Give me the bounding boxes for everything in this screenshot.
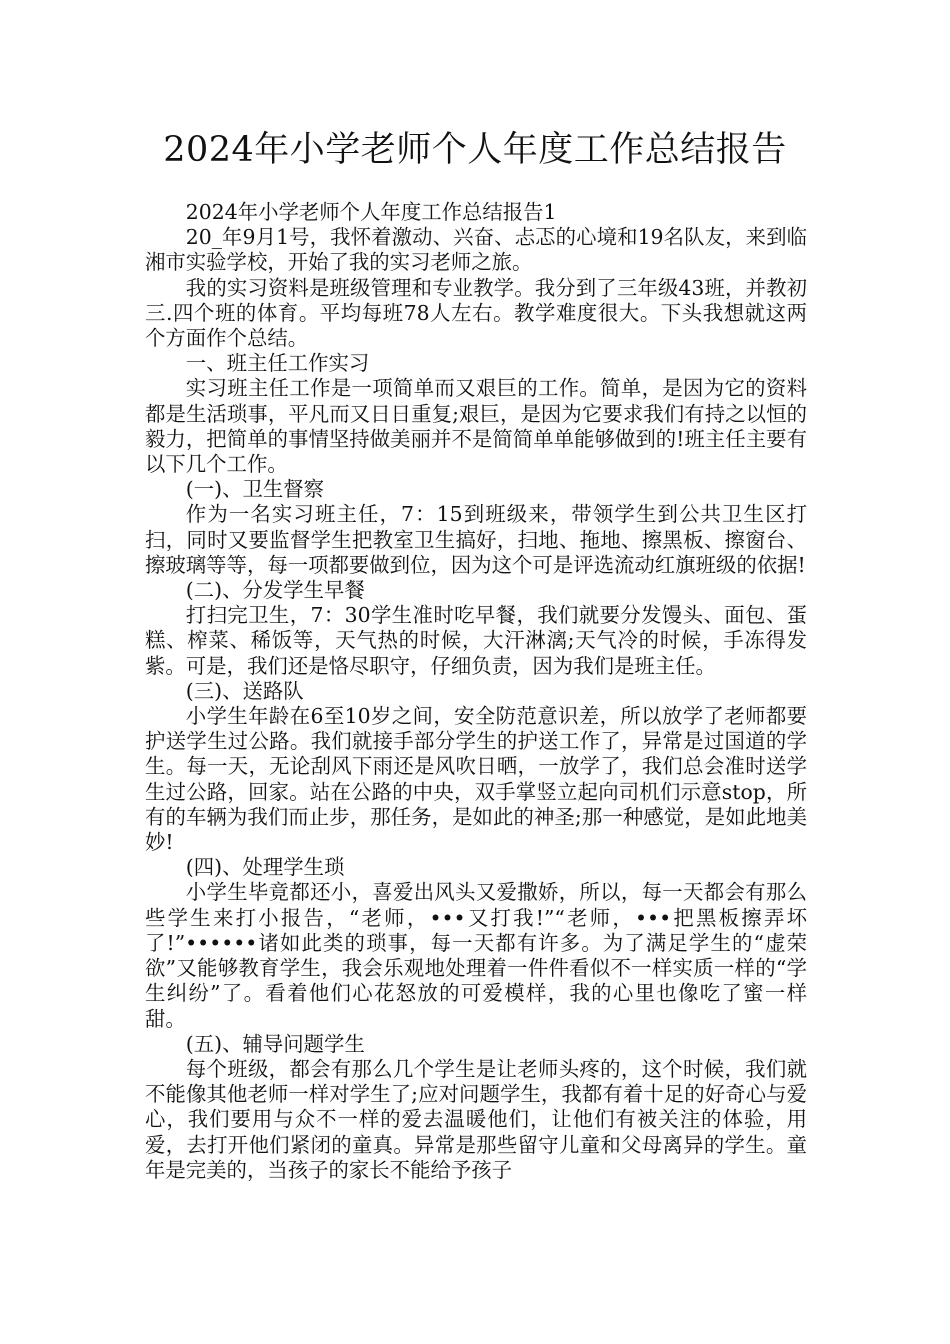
body-paragraph: 打扫完卫生，7：30学生准时吃早餐，我们就要分发馒头、面包、蛋糕、榨菜、稀饭等，天气热的时候，大汗淋漓;天气冷的时候，手冻得发紫。可是，我们还是恪尽职守，仔细负责，因为我们是班主任。 <box>145 603 807 678</box>
body-paragraph: 每个班级，都会有那么几个学生是让老师头疼的，这个时候，我们就不能像其他老师一样对学生了;应对问题学生，我都有着十足的好奇心与爱心，我们要用与众不一样的爱去温暖他们，让他们有被关注的体验，用爱，去打开他们紧闭的童真。异常是那些留守儿童和父母离异的学生。童年是完美的，当孩子的家长不能给予孩子 <box>145 1056 807 1182</box>
body-paragraph: 小学生毕竟都还小，喜爱出风头又爱撒娇，所以，每一天都会有那么些学生来打小报告，“老师，•••又打我!”“老师，•••把黑板擦弄坏了!”••••••诸如此类的琐事，每一天都有许多。为了满足学生的“虚荣欲”又能够教育学生，我会乐观地处理着一件件看似不一样实质一样的“学生纠纷”了。看着他们心花怒放的可爱模样，我的心里也像吃了蜜一样甜。 <box>145 880 807 1031</box>
section-heading: 一、班主任工作实习 <box>185 351 370 376</box>
intro-paragraph: 20_年9月1号，我怀着激动、兴奋、忐忑的心境和19名队友，来到临湘市实验学校，开始了我的实习老师之旅。 <box>145 225 807 275</box>
body-paragraph: 小学生年龄在6至10岁之间，安全防范意识差，所以放学了老师都要护送学生过公路。我们就接手部分学生的护送工作了，异常是过国道的学生。每一天，无论刮风下雨还是风吹日晒，一放学了，我们总会准时送学生过公路，回家。站在公路的中央，双手掌竖立起向司机们示意stop，所有的车辆为我们而止步，那任务，是如此的神圣;那一种感觉，是如此地美妙! <box>145 704 807 855</box>
subtitle-paragraph: 2024年小学老师个人年度工作总结报告1 <box>185 200 557 224</box>
document-body <box>145 200 807 1183</box>
body-paragraph: 实习班主任工作是一项简单而又艰巨的工作。简单，是因为它的资料都是生活琐事，平凡而又日日重复;艰巨，是因为它要求我们有持之以恒的毅力，把简单的事情坚持做美丽并不是简简单单能够做到的!班主任主要有以下几个工作。 <box>145 376 807 477</box>
body-paragraph: 作为一名实习班主任，7：15到班级来，带领学生到公共卫生区打扫，同时又要监督学生把教室卫生搞好，扫地、拖地、擦黑板、擦窗台、擦玻璃等等，每一项都要做到位，因为这个可是评选流动红旗班级的依据! <box>145 502 807 577</box>
document-title: 2024年小学老师个人年度工作总结报告 <box>163 130 787 170</box>
subsection-heading: (三)、送路队 <box>185 678 304 703</box>
subsection-heading: (一)、卫生督察 <box>185 477 325 502</box>
subsection-heading: (四)、处理学生琐 <box>185 855 345 880</box>
subsection-heading: (二)、分发学生早餐 <box>185 578 365 603</box>
subsection-heading: (五)、辅导问题学生 <box>185 1031 365 1056</box>
body-paragraph: 我的实习资料是班级管理和专业教学。我分到了三年级43班，并教初三.四个班的体育。平均每班78人左右。教学难度很大。下头我想就这两个方面作个总结。 <box>145 275 807 351</box>
